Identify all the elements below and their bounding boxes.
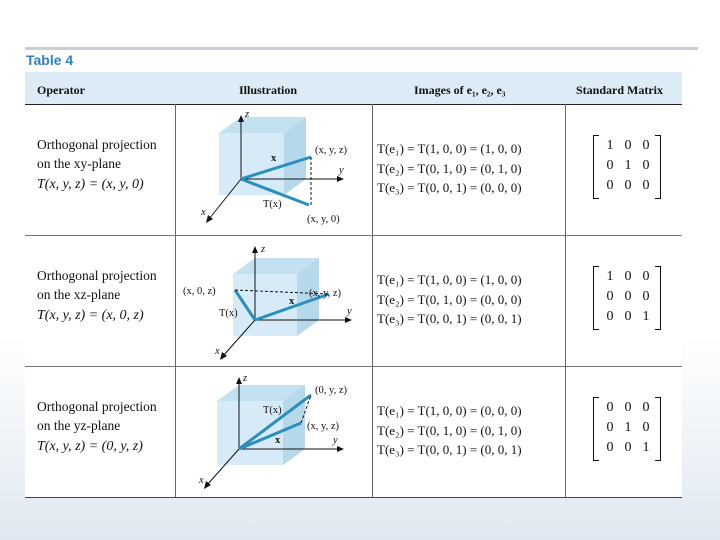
matrix-entry: 0 [606,289,614,304]
image-e1: T(e₁) = T(1, 0, 0) = (0, 0, 0) [377,403,522,418]
matrix-entry: 1 [624,158,632,173]
operator-cell [37,397,157,456]
header-operator: Operator [37,83,85,97]
table-header [25,72,682,105]
x-axis-label: x [215,346,220,357]
projection-table [25,72,682,498]
table-title: Table 4 [26,52,74,68]
matrix-entry: 1 [642,440,650,455]
tx-label: T(x) [263,405,282,416]
operator-formula: T(x, y, z) = (x, 0, z) [37,308,144,323]
standard-matrix [593,397,661,461]
matrix-entry: 0 [624,309,632,324]
image-e3: T(e₃) = T(0, 0, 1) = (0, 0, 1) [377,311,522,326]
operator-title: Orthogonal projection [37,399,157,414]
matrix-entry: 0 [606,400,614,415]
matrix-entry: 0 [606,440,614,455]
matrix-entry: 0 [642,178,650,193]
x-axis-label: x [201,207,206,218]
matrix-entry: 0 [642,400,650,415]
header-illustration: Illustration [239,83,298,97]
image-e3: T(e₃) = T(0, 0, 1) = (0, 0, 1) [377,442,522,457]
matrix-entry: 0 [624,178,632,193]
table-row [25,236,682,367]
z-axis-label: z [243,373,248,384]
matrix-bracket-left [593,266,599,330]
image-e1: T(e₁) = T(1, 0, 0) = (1, 0, 0) [377,272,522,287]
operator-plane: on the xz-plane [37,287,121,302]
y-axis-label: y [347,306,352,317]
tx-label: T(x) [219,308,238,319]
projection-label: (x, y, 0) [307,214,340,225]
table-row [25,367,682,498]
vector-label: x [289,296,295,307]
image-e2: T(e₂) = T(0, 1, 0) = (0, 1, 0) [377,422,522,438]
illustration-yz [179,371,367,493]
matrix-entry: 0 [624,269,632,284]
standard-matrix [593,266,661,330]
tx-label: T(x) [263,199,282,210]
point-label: (x, y, z) [309,288,341,299]
matrix-entry: 1 [606,138,614,153]
operator-plane: on the xy-plane [37,156,121,171]
matrix-entry: 0 [606,178,614,193]
matrix-bracket-right [655,266,661,330]
matrix-entry: 0 [642,420,650,435]
matrix-entry: 0 [606,158,614,173]
header-images: Images of e₁, e₂, e₃ [414,83,506,97]
top-rule [25,47,698,50]
point-label: (x, y, z) [307,421,339,432]
x-axis-label: x [199,475,204,486]
images-cell [377,270,522,329]
matrix-entry: 1 [606,269,614,284]
matrix-entry: 1 [624,420,632,435]
y-axis-label: y [333,435,338,446]
matrix-bracket-right [655,135,661,199]
header-matrix: Standard Matrix [576,83,663,97]
image-e2: T(e₂) = T(0, 1, 0) = (0, 0, 0) [377,291,522,307]
z-axis-label: z [261,244,266,255]
projection-label: (0, y, z) [315,385,347,396]
vector-label: x [275,435,281,446]
matrix-entry: 0 [642,289,650,304]
matrix-entry: 0 [606,420,614,435]
illustration-xz [179,240,367,362]
matrix-entry: 0 [624,289,632,304]
operator-formula: T(x, y, z) = (0, y, z) [37,439,143,454]
matrix-entry: 0 [642,158,650,173]
matrix-entry: 0 [624,400,632,415]
projection-label: (x, 0, z) [183,286,216,297]
images-cell [377,401,522,460]
operator-title: Orthogonal projection [37,137,157,152]
operator-cell [37,135,157,194]
image-e1: T(e₁) = T(1, 0, 0) = (1, 0, 0) [377,141,522,156]
matrix-entry: 0 [624,138,632,153]
image-e3: T(e₃) = T(0, 0, 1) = (0, 0, 0) [377,180,522,195]
matrix-entry: 0 [624,440,632,455]
matrix-entry: 1 [642,309,650,324]
vector-label: x [271,153,277,164]
image-e2: T(e₂) = T(0, 1, 0) = (0, 1, 0) [377,160,522,176]
matrix-entry: 0 [642,138,650,153]
matrix-bracket-right [655,397,661,461]
table-row [25,105,682,236]
y-axis-label: y [339,165,344,176]
point-label: (x, y, z) [315,145,347,156]
standard-matrix [593,135,661,199]
matrix-bracket-left [593,135,599,199]
operator-formula: T(x, y, z) = (x, y, 0) [37,177,144,192]
matrix-entry: 0 [606,309,614,324]
z-axis-label: z [245,109,250,120]
operator-title: Orthogonal projection [37,268,157,283]
images-cell [377,139,522,198]
illustration-xy [179,109,367,231]
operator-cell [37,266,157,325]
matrix-bracket-left [593,397,599,461]
operator-plane: on the yz-plane [37,418,121,433]
matrix-entry: 0 [642,269,650,284]
